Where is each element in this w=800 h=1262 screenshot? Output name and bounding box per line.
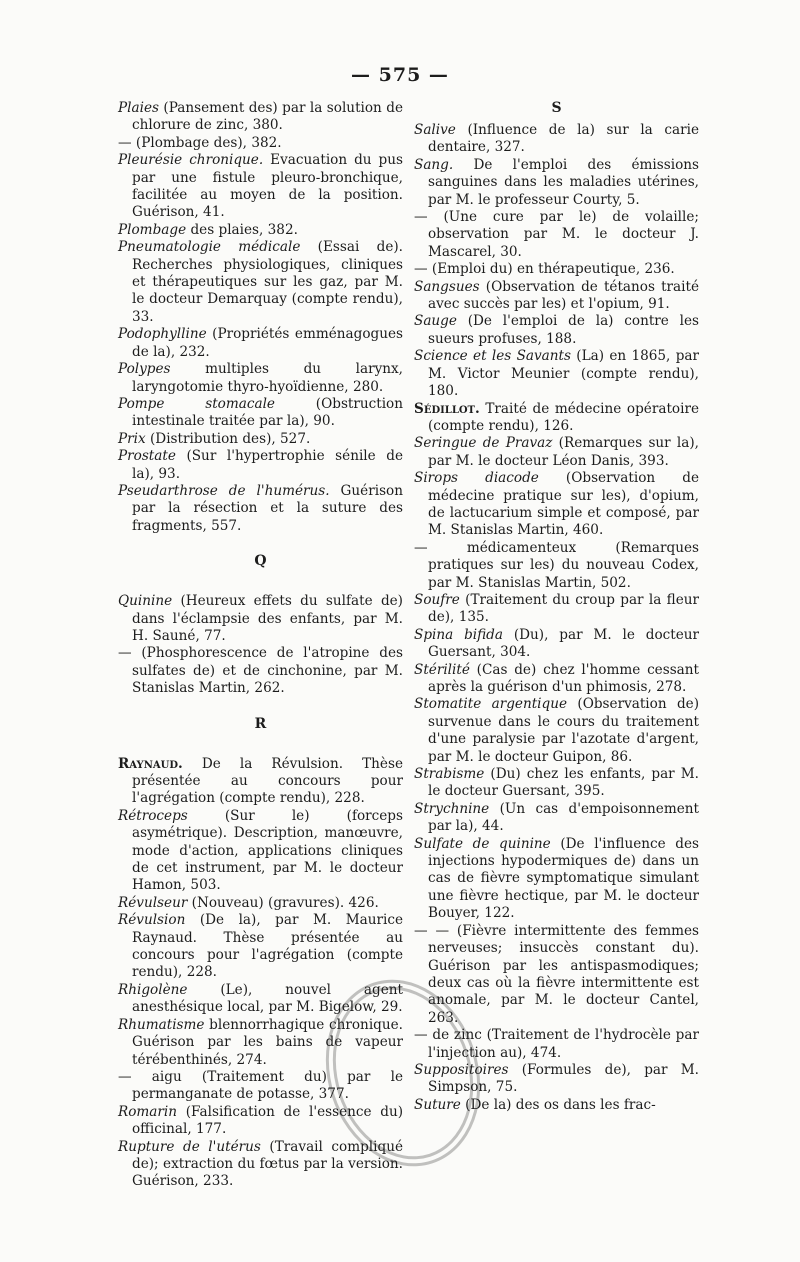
entry-heading: Pompe stomacale [118, 395, 275, 412]
entry-text: (Traitement du croup par la fleur de), 135. [428, 591, 699, 626]
entry-text: (Le), nouvel agent anesthésique local, par M. Bigelow, 29. [132, 981, 403, 1016]
entry-heading: Sulfate de quinine [414, 835, 551, 852]
entry-heading: Strychnine [414, 800, 490, 817]
index-entry [414, 470, 699, 540]
entry-heading: Plaies [118, 100, 159, 116]
entry-text: (Travail compliqué de); extraction du fœtus par la version. Guérison, 233. [132, 1138, 404, 1190]
index-entry [414, 766, 699, 801]
entry-heading: Prostate [118, 448, 176, 465]
entry-text: (Du), par M. le docteur Guersant, 304. [428, 626, 700, 661]
index-entry [414, 696, 699, 766]
index-entry [118, 645, 403, 697]
entry-heading: Suppositoires [414, 1061, 509, 1078]
index-entry [414, 348, 699, 400]
index-entry [414, 627, 699, 662]
entry-text: — (Plombage des), 382. [118, 134, 282, 151]
entry-heading: Spina bifida [414, 626, 503, 643]
entry-text: (Sur le) (forceps asymétrique). Description, manœuvre, mode d'action, applications cliniques de cet instrument, par M. le docteur Hamon, 503. [132, 807, 403, 894]
entry-text: — aigu (Traitement du) par le permanganate de potasse, 377. [118, 1068, 403, 1103]
entry-text: (Pansement des) par la solution de chlorure de zinc, 380. [132, 100, 403, 134]
entry-heading: Sédillot. [414, 400, 480, 417]
index-entry [118, 448, 403, 483]
entry-text: (De la), par M. Maurice Raynaud. Thèse présentée au concours pour l'agrégation (compte rendu), 228. [132, 912, 403, 981]
section-letter: S [551, 100, 562, 116]
entry-heading: Sauge [414, 313, 457, 330]
page-number: — 575 — [351, 64, 449, 86]
section-letter: Q [254, 553, 267, 570]
entry-text: — — (Fièvre intermittente des femmes nerveuses; insuccès constant du). Guérison par les antispasmodiques; deux cas où la fièvre intermittente est anomale, par M. le docteur Cantel, 263. [414, 922, 699, 1026]
entry-heading: Pleurésie chronique. [118, 152, 264, 169]
index-entry [118, 895, 403, 912]
index-entry [414, 592, 699, 627]
index-entry [118, 135, 403, 152]
entry-heading: Sang. [414, 156, 454, 173]
entry-text: (Observation de) survenue dans le cours du traitement d'une paralysie par l'azotate d'argent, par M. le docteur Guipon, 86. [428, 696, 699, 765]
entry-text: (Du) chez les enfants, par M. le docteur Guersant, 395. [428, 766, 699, 800]
entry-text: — de zinc (Traitement de l'hydrocèle par l'injection au), 474. [414, 1027, 699, 1061]
entry-heading: Prix [118, 430, 146, 447]
index-entry [118, 326, 403, 361]
entry-heading: Sangsues [414, 278, 480, 295]
index-entry [118, 222, 403, 239]
entry-text: — (Une cure par le) de volaille; observation par M. le docteur J. Mascarel, 30. [414, 209, 699, 260]
index-entry [414, 401, 699, 436]
entry-heading: Pseudarthrose de l'humérus. [118, 482, 330, 499]
entry-text: De la Révulsion. Thèse présentée au concours pour l'agrégation (compte rendu), 228. [132, 755, 403, 807]
entry-text: (Falsification de l'essence du) officinal, 177. [132, 1103, 403, 1138]
index-entry [118, 396, 403, 431]
entry-heading: Seringue de Pravaz [414, 435, 553, 452]
index-entry [414, 279, 699, 314]
entry-heading: Science et les Savants [414, 348, 571, 365]
entry-heading: Polypes [118, 361, 171, 378]
entry-text: — médicamenteux (Remarques pratiques sur les) du nouveau Codex, par M. Stanislas Martin, 502. [414, 539, 699, 591]
index-entry [118, 152, 403, 222]
entry-text: De l'emploi des émissions sanguines dans les maladies utérines, par M. le professeur Courty, 5. [428, 156, 699, 208]
entry-heading: Rhumatisme [118, 1016, 205, 1033]
index-entry [414, 313, 699, 348]
index-entry [118, 431, 403, 448]
entry-text: (Essai de). Recherches physiologiques, cliniques et thérapeutiques sur les gaz, par M. le docteur Demarquay (compte rendu), 33. [132, 239, 403, 325]
entry-text: (Observation de médecine pratique sur les), d'opium, de lactucarium simple et composé, par M. Stanislas Martin, 460. [428, 470, 699, 539]
entry-heading: Suture [414, 1096, 461, 1113]
entry-text: (Un cas d'empoisonnement par la), 44. [428, 800, 699, 835]
index-entry [414, 209, 699, 261]
entry-heading: Salive [414, 122, 456, 138]
index-entry [414, 261, 699, 278]
entry-text: — (Phosphorescence de l'atropine des sulfates de) et de cinchonine, par M. Stanislas Martin, 262. [118, 645, 403, 697]
index-entry [118, 361, 403, 396]
index-entry [118, 239, 403, 326]
index-entry [118, 483, 403, 535]
entry-text: (Remarques sur la), par M. le docteur Léon Danis, 393. [428, 435, 700, 469]
right-column [414, 100, 699, 1114]
entry-text: Traité de médecine opératoire (compte rendu), 126. [428, 400, 699, 434]
entry-text: (Formules de), par M. Simpson, 75. [428, 1061, 699, 1096]
entry-heading: Stérilité [414, 661, 470, 678]
entry-text: (Obstruction intestinale traitée par la), 90. [132, 395, 403, 430]
entry-heading: Révulsion [118, 912, 186, 929]
entry-heading: Pneumatologie médicale [118, 239, 301, 256]
entry-heading: Raynaud. [118, 755, 183, 772]
entry-text: (De la) des os dans les frac- [460, 1096, 656, 1113]
entry-text: (Influence de la) sur la carie dentaire, 327. [428, 122, 699, 156]
entry-text: Guérison par la résection et la suture des fragments, 557. [132, 482, 403, 534]
entry-text: blennorrhagique chronique. Guérison par les bains de vapeur térébenthinés, 274. [132, 1016, 403, 1068]
index-entry [118, 593, 403, 645]
entry-heading: Romarin [118, 1103, 178, 1120]
entry-text: (La) en 1865, par M. Victor Meunier (compte rendu), 180. [428, 348, 700, 400]
index-entry [118, 100, 403, 135]
index-entry [414, 435, 699, 470]
index-entry [414, 836, 699, 923]
index-entry [414, 157, 699, 209]
entry-text: (De l'emploi de la) contre les sueurs profuses, 188. [428, 313, 699, 347]
index-entry [414, 801, 699, 836]
entry-heading: Stomatite argentique [414, 696, 568, 713]
index-entry [118, 756, 403, 808]
index-entry [118, 808, 403, 895]
index-entry [414, 540, 699, 592]
entry-heading: Sirops diacode [414, 470, 539, 487]
entry-heading: Plombage [118, 221, 187, 238]
index-entry [414, 662, 699, 697]
entry-text: (Propriétés emménagogues de la), 232. [132, 326, 403, 360]
entry-text: des plaies, 382. [186, 221, 298, 238]
index-entry [118, 912, 403, 982]
entry-text: (Heureux effets du sulfate de) dans l'éclampsie des enfants, par M. H. Sauné, 77. [132, 593, 403, 644]
entry-heading: Rupture de l'utérus [118, 1138, 261, 1155]
entry-heading: Rhigolène [118, 981, 188, 998]
section-letter: R [254, 715, 267, 732]
entry-heading: Soufre [414, 591, 460, 608]
entry-text: (De l'influence des injections hypodermiques de) dans un cas de fièvre symptomatique simulant une fièvre hectique, par M. le docteur Bouyer, 122. [428, 835, 699, 922]
entry-heading: Révulseur [118, 894, 188, 911]
entry-text: (Observation de tétanos traité avec succès par les) et l'opium, 91. [428, 278, 699, 313]
entry-text: (Cas de) chez l'homme cessant après la guérison d'un phimosis, 278. [428, 661, 699, 695]
entry-heading: Quinine [118, 593, 173, 610]
entry-text: multiples du larynx, laryngotomie thyro-hyoïdienne, 280. [132, 361, 403, 395]
index-entry [118, 1139, 403, 1191]
entry-text: (Distribution des), 527. [145, 430, 311, 447]
entry-heading: Podophylline [118, 326, 207, 343]
index-entry [414, 923, 699, 1027]
entry-text: Evacuation du pus par une fistule pleuro-bronchique, facilitée au moyen de la position. Guérison, 41. [132, 152, 403, 221]
entry-heading: Strabisme [414, 766, 485, 783]
entry-text: — (Emploi du) en thérapeutique, 236. [414, 261, 675, 278]
entry-text: (Nouveau) (gravures). 426. [187, 894, 379, 911]
entry-heading: Rétroceps [118, 807, 188, 824]
entry-text: (Sur l'hypertrophie sénile de la), 93. [132, 448, 403, 482]
index-entry [414, 122, 699, 157]
